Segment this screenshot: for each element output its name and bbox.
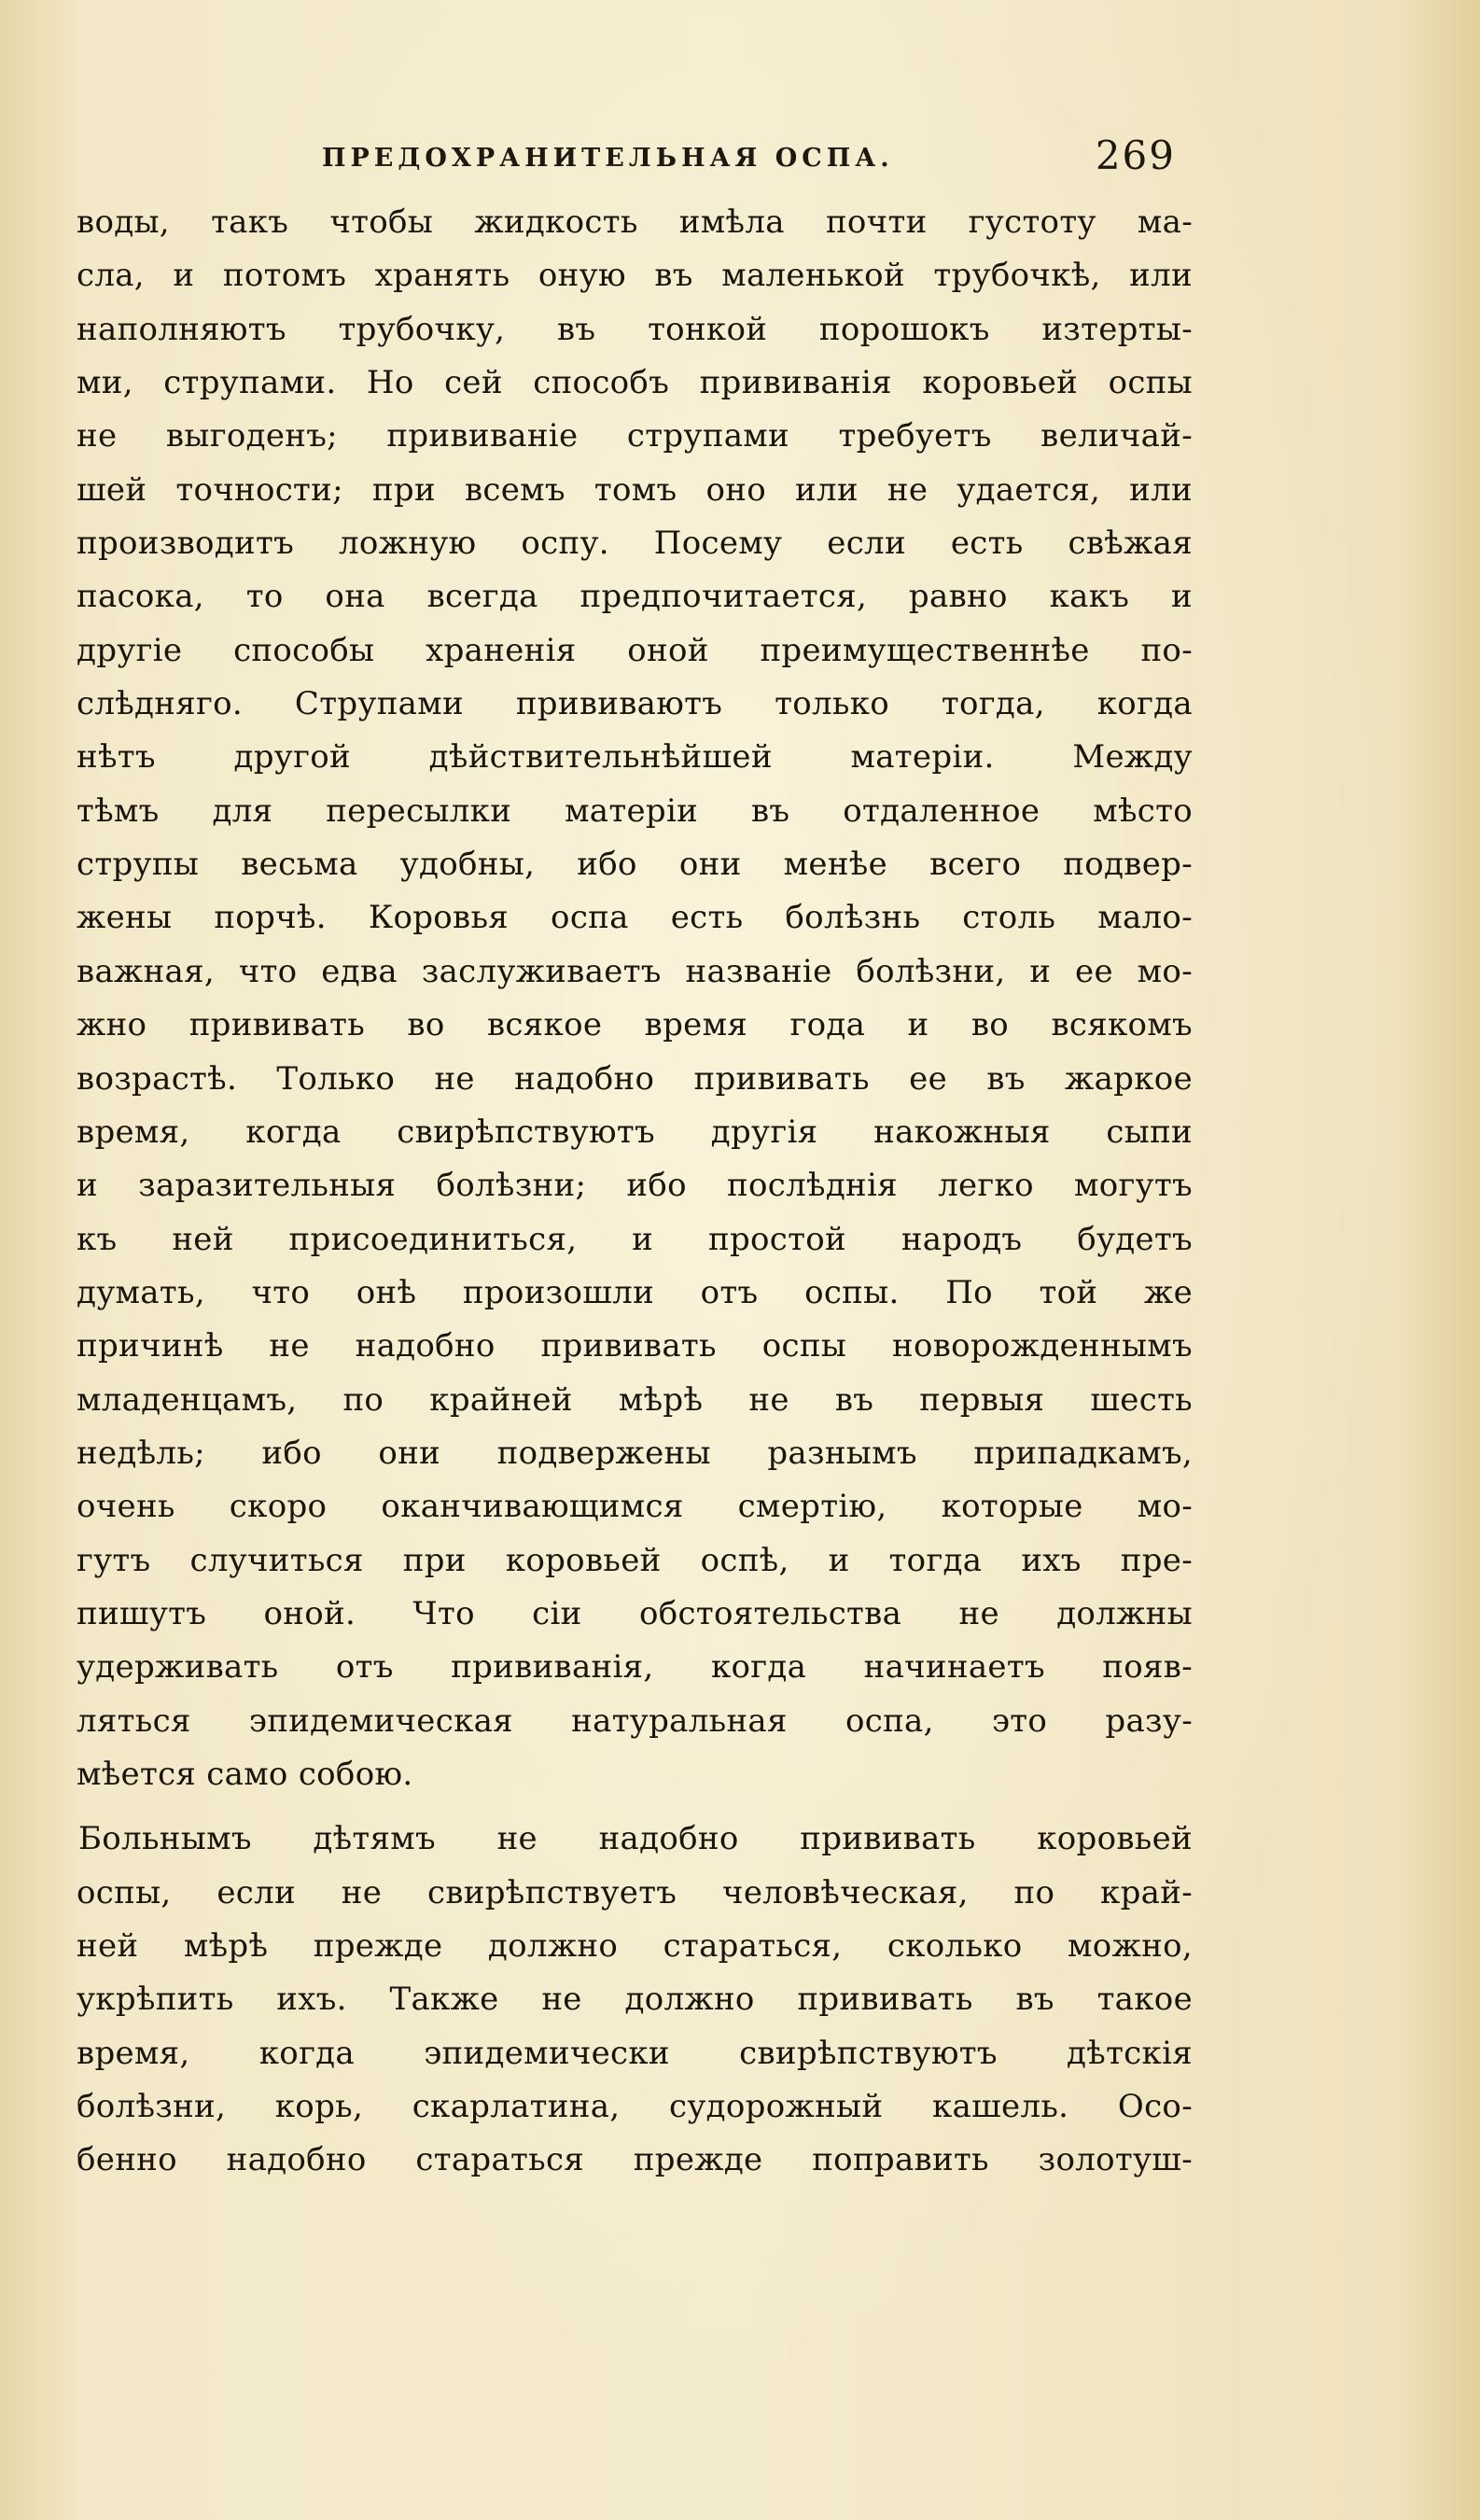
paragraph <box>77 196 1193 1801</box>
text-line: пасока, то она всегда предпочитается, равно какъ и <box>77 578 1193 616</box>
text-line: болѣзни, корь, скарлатина, судорожный кашель. Осо- <box>77 2088 1193 2126</box>
text-line: недѣль; ибо они подвержены разнымъ припадкамъ, <box>77 1434 1193 1472</box>
text-line: жены порчѣ. Коровья оспа есть болѣзнь столь мало- <box>77 899 1193 937</box>
paragraph <box>77 1813 1193 2187</box>
text-line: Больнымъ дѣтямъ не надобно прививать коровьей <box>78 1820 1193 1858</box>
text-line: тѣмъ для пересылки матеріи въ отдаленное мѣсто <box>77 791 1193 830</box>
text-line: шей точности; при всемъ томъ оно или не удается, или <box>77 470 1193 509</box>
text-line: нѣтъ другой дѣйствительнѣйшей матеріи. Между <box>77 738 1193 777</box>
text-line: очень скоро оканчивающимся смертію, которые мо- <box>77 1488 1193 1526</box>
text-line: возрастѣ. Только не надобно прививать ее въ жаркое <box>77 1059 1193 1098</box>
text-line: время, когда эпидемически свирѣпствуютъ дѣтскія <box>77 2034 1193 2072</box>
text-line: сла, и потомъ хранять оную въ маленькой трубочкѣ, или <box>77 257 1193 295</box>
text-line: другіе способы храненія оной преимущественнѣе по- <box>77 631 1193 669</box>
text-line: укрѣпить ихъ. Также не должно прививать въ такое <box>77 1981 1193 2019</box>
text-line: къ ней присоединиться, и простой народъ будетъ <box>77 1220 1193 1258</box>
page-number: 269 <box>1095 133 1176 178</box>
page-body <box>77 196 1193 2188</box>
text-line: и заразительныя болѣзни; ибо послѣднія легко могутъ <box>77 1167 1193 1205</box>
text-line: важная, что едва заслуживаетъ названіе болѣзни, и ее мо- <box>77 952 1193 990</box>
text-line: производитъ ложную оспу. Посему если есть свѣжая <box>77 525 1193 563</box>
text-line: младенцамъ, по крайней мѣрѣ не въ первыя шесть <box>77 1380 1193 1419</box>
running-head: ПРЕДОХРАНИТЕЛЬНАЯ ОСПА. <box>322 144 894 173</box>
text-line: пишутъ оной. Что сіи обстоятельства не должны <box>77 1594 1193 1632</box>
text-line: наполняютъ трубочку, въ тонкой порошокъ изтерты- <box>77 310 1193 348</box>
text-line: жно прививать во всякое время года и во всякомъ <box>77 1006 1193 1044</box>
text-line: думать, что онѣ произошли отъ оспы. По той же <box>77 1273 1193 1311</box>
page-header <box>322 133 1185 185</box>
text-line: слѣдняго. Струпами прививаютъ только тогда, когда <box>77 685 1193 723</box>
text-line: удерживать отъ прививанія, когда начинаетъ появ- <box>77 1648 1193 1687</box>
text-line: ляться эпидемическая натуральная оспа, это разу- <box>77 1701 1193 1740</box>
paragraph-gap <box>77 1801 1193 1813</box>
text-line: гутъ случиться при коровьей оспѣ, и тогда ихъ пре- <box>77 1541 1193 1579</box>
text-line: струпы весьма удобны, ибо они менѣе всего подвер- <box>77 846 1193 884</box>
text-line: ней мѣрѣ прежде должно стараться, сколько можно, <box>77 1927 1193 1965</box>
text-line: не выгоденъ; прививаніе струпами требуетъ величай- <box>77 417 1193 455</box>
text-line: мѣется само собою. <box>77 1755 413 1793</box>
text-line: причинѣ не надобно прививать оспы новорожденнымъ <box>77 1327 1193 1365</box>
text-line: воды, такъ чтобы жидкость имѣла почти густоту ма- <box>77 203 1193 241</box>
text-line: оспы, если не свирѣпствуетъ человѣческая, по край- <box>77 1873 1193 1911</box>
text-line: ми, струпами. Но сей способъ прививанія коровьей оспы <box>77 364 1193 402</box>
text-line: бенно надобно стараться прежде поправить золотуш- <box>77 2141 1193 2179</box>
text-line: время, когда свирѣпствуютъ другія накожныя сыпи <box>77 1113 1193 1151</box>
